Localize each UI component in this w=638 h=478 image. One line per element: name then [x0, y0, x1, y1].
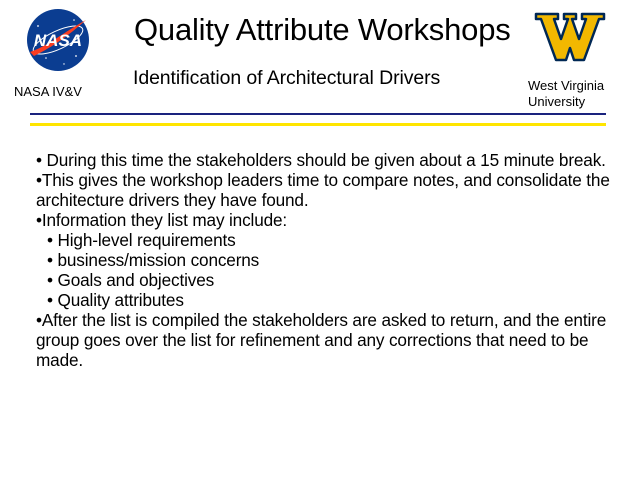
sub-bullet-concerns: • business/mission concerns	[47, 250, 260, 270]
wvu-label	[528, 78, 604, 110]
svg-text:NASA: NASA	[33, 31, 83, 50]
wvu-label-line2: University	[528, 94, 586, 109]
bullet-break: • During this time the stakeholders should be given about a 15 minute break.	[36, 150, 606, 170]
nasa-ivv-label: NASA IV&V	[14, 84, 82, 99]
sub-bullet-goals: • Goals and objectives	[47, 270, 215, 290]
wvu-label-line1: West Virginia	[528, 78, 605, 93]
nasa-logo	[24, 6, 92, 74]
bullet-refinement: •After the list is compiled the stakeholders are asked to return, and the entire group goes over the list for refinement and any corrections that need to be made.	[36, 310, 607, 370]
sub-bullet-quality: • Quality attributes	[47, 290, 184, 310]
slide-body	[36, 150, 611, 370]
sub-bullet-requirements: • High-level requirements	[47, 230, 236, 250]
header-divider-yellow	[30, 123, 606, 126]
bullet-information-list: •Information they list may include:	[36, 210, 288, 230]
bullet-compare-notes: •This gives the workshop leaders time to compare notes, and consolidate the architecture drivers they have found.	[36, 170, 610, 210]
slide-title: Quality Attribute Workshops	[134, 12, 511, 47]
slide-subtitle: Identification of Architectural Drivers	[133, 67, 441, 89]
wvu-logo	[534, 10, 606, 68]
header-divider-blue	[30, 113, 606, 115]
